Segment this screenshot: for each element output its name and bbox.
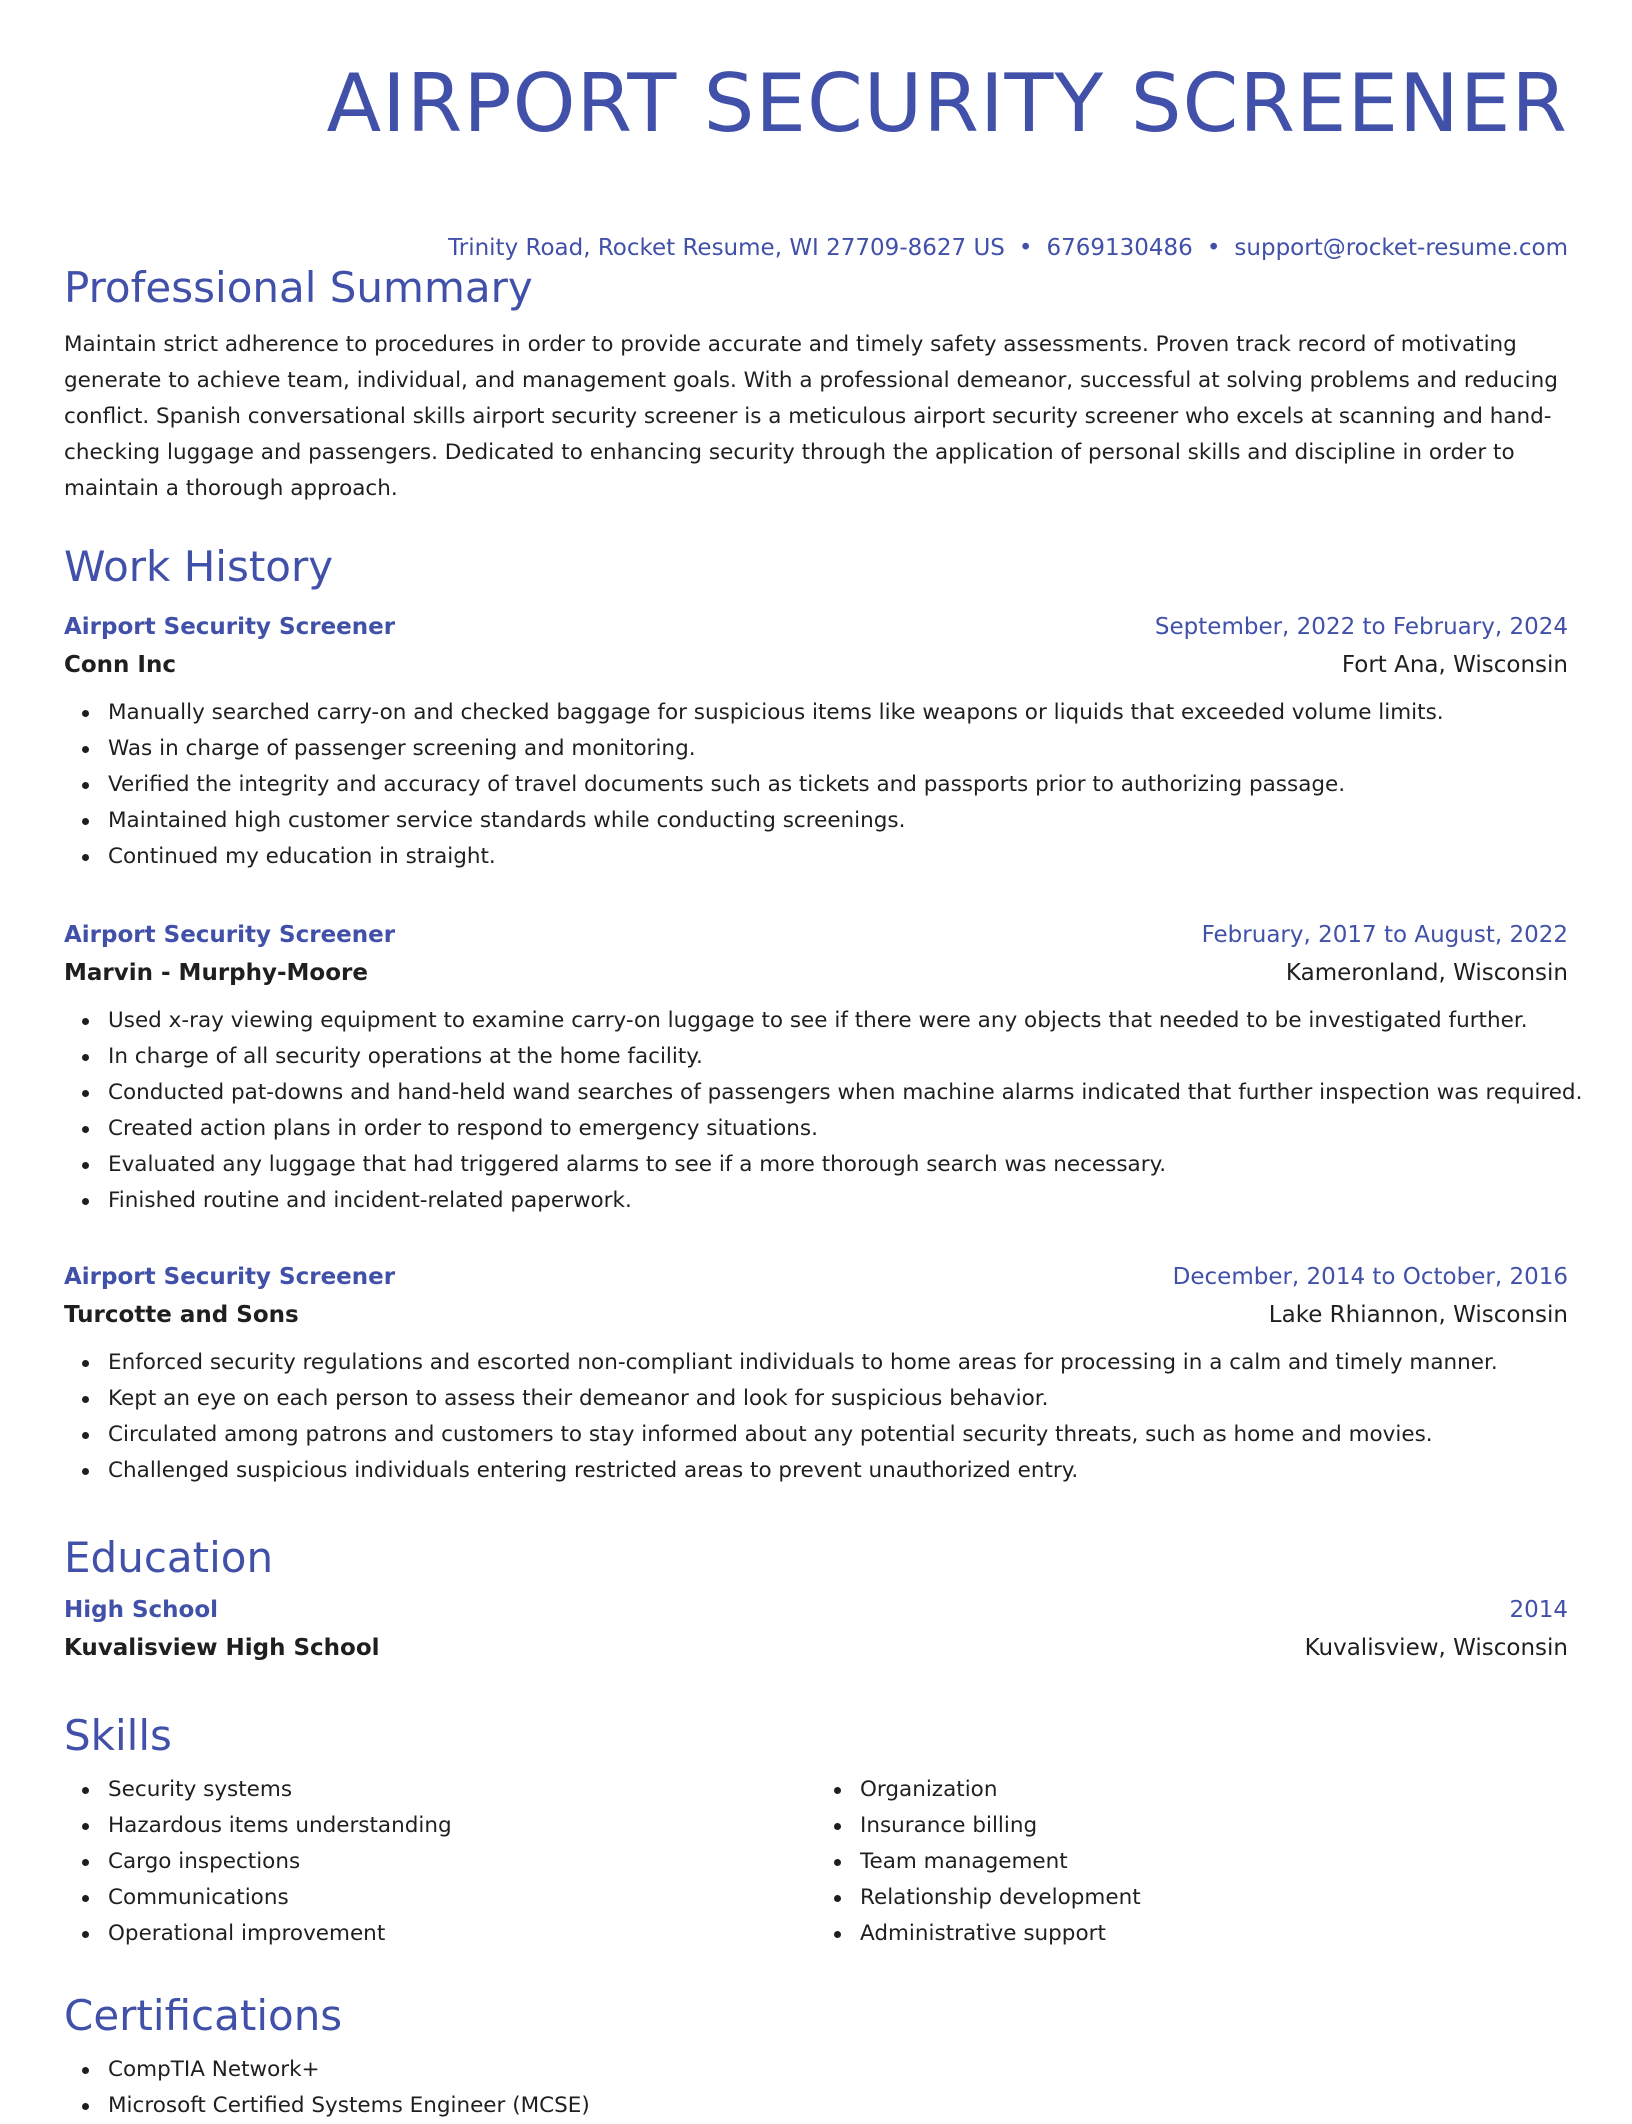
job-location: Kameronland, Wisconsin [1285, 960, 1568, 986]
job-bullet: Enforced security regulations and escorted non-compliant individuals to home areas for processing in a calm and timely manner. [108, 1345, 1568, 1381]
skills-list-right [816, 1772, 1568, 1952]
skill-item: Hazardous items understanding [108, 1808, 816, 1844]
job-title: Airport Security Screener [64, 1264, 396, 1290]
work-history-heading: Work History [64, 542, 334, 591]
summary-section [64, 262, 1568, 507]
job-location: Fort Ana, Wisconsin [1341, 652, 1568, 678]
job-location: Lake Rhiannon, Wisconsin [1268, 1302, 1568, 1328]
job-bullet: Challenged suspicious individuals entering restricted areas to prevent unauthorized entry. [108, 1453, 1568, 1489]
contact-phone: 6769130486 [1046, 235, 1193, 261]
job-entry [64, 917, 1583, 1219]
job-header-row [64, 609, 1568, 645]
job-bullet: Finished routine and incident-related paperwork. [108, 1183, 1568, 1219]
certification-item: CompTIA Network+ [108, 2052, 1568, 2088]
job-company-row [64, 645, 1568, 685]
education-degree: High School [64, 1597, 219, 1623]
skill-item: Cargo inspections [108, 1844, 816, 1880]
job-entry [64, 1259, 1568, 1489]
contact-line [64, 232, 1568, 264]
skill-item: Organization [860, 1772, 1568, 1808]
job-dates: December, 2014 to October, 2016 [1172, 1264, 1568, 1290]
education-location: Kuvalisview, Wisconsin [1304, 1635, 1568, 1661]
job-company: Conn Inc [64, 652, 177, 678]
certification-item: Microsoft Certified Systems Engineer (MCSE) [108, 2088, 1568, 2124]
education-school: Kuvalisview High School [64, 1635, 380, 1661]
certifications-list [64, 2052, 1568, 2124]
job-bullet: Created action plans in order to respond to emergency situations. [108, 1111, 1568, 1147]
certifications-section [64, 1990, 1568, 2124]
job-bullet: Circulated among patrons and customers to stay informed about any potential security threats, such as home and movies. [108, 1417, 1568, 1453]
summary-text: Maintain strict adherence to procedures in order to provide accurate and timely safety assessments. Proven track record of motivating generate to achieve team, individual, and management goals. With a professional demeanor, successful at solving problems and reducing conflict. Spanish conversational skills airport security screener is a meticulous airport security screener who excels at scanning and hand-checking luggage and passengers. Dedicated to enhancing security through the application of personal skills and discipline in order to maintain a thorough approach. [64, 332, 1558, 501]
job-bullet: Conducted pat-downs and hand-held wand searches of passengers when machine alarms indicated that further inspection was required. [108, 1075, 1568, 1111]
job-company: Turcotte and Sons [64, 1302, 299, 1328]
summary-heading: Professional Summary [64, 263, 533, 312]
skills-list-left [64, 1772, 816, 1952]
skill-item: Relationship development [860, 1880, 1568, 1916]
job-bullet: Continued my education in straight. [108, 839, 1568, 875]
job-company-row [64, 1295, 1568, 1335]
job-bullet: Manually searched carry-on and checked baggage for suspicious items like weapons or liquids that exceeded volume limits. [108, 695, 1568, 731]
job-entry [64, 609, 1568, 875]
job-company: Marvin - Murphy-Moore [64, 960, 368, 986]
job-bullet: In charge of all security operations at the home facility. [108, 1039, 1568, 1075]
job-bullet: Verified the integrity and accuracy of travel documents such as tickets and passports prior to authorizing passage. [108, 767, 1568, 803]
skill-item: Team management [860, 1844, 1568, 1880]
job-bullet: Maintained high customer service standards while conducting screenings. [108, 803, 1568, 839]
skill-item: Security systems [108, 1772, 816, 1808]
contact-separator [1019, 235, 1033, 261]
job-dates: February, 2017 to August, 2022 [1201, 922, 1568, 948]
job-title: Airport Security Screener [64, 614, 396, 640]
job-company-row [64, 953, 1568, 993]
skill-item: Communications [108, 1880, 816, 1916]
education-year: 2014 [1509, 1597, 1568, 1623]
job-bullet: Was in charge of passenger screening and monitoring. [108, 731, 1568, 767]
skill-item: Operational improvement [108, 1916, 816, 1952]
contact-separator [1207, 235, 1221, 261]
education-school-row [64, 1628, 1568, 1668]
job-header-row [64, 917, 1568, 953]
contact-email[interactable]: support@rocket-resume.com [1234, 235, 1568, 261]
contact-address: Trinity Road, Rocket Resume, WI 27709-8627 US [448, 235, 1005, 261]
certifications-heading: Certifications [64, 1991, 343, 2040]
candidate-name: AIRPORT SECURITY SCREENER [326, 57, 1568, 150]
work-history-section [64, 541, 1583, 1483]
job-bullets [64, 1345, 1568, 1489]
skill-item: Insurance billing [860, 1808, 1568, 1844]
job-header-row [64, 1259, 1568, 1295]
education-header-row [64, 1592, 1568, 1628]
job-title: Airport Security Screener [64, 922, 396, 948]
resume-header [64, 0, 1568, 264]
education-section [64, 1532, 1568, 1668]
job-bullet: Used x-ray viewing equipment to examine carry-on luggage to see if there were any objects that needed to be investigated further. [108, 1003, 1568, 1039]
skills-heading: Skills [64, 1711, 172, 1760]
job-bullets [64, 695, 1568, 875]
skill-item: Administrative support [860, 1916, 1568, 1952]
skills-section [64, 1710, 1568, 1952]
job-bullet: Evaluated any luggage that had triggered alarms to see if a more thorough search was necessary. [108, 1147, 1568, 1183]
job-bullet: Kept an eye on each person to assess their demeanor and look for suspicious behavior. [108, 1381, 1568, 1417]
job-bullets [64, 1003, 1583, 1219]
education-heading: Education [64, 1533, 274, 1582]
job-dates: September, 2022 to February, 2024 [1154, 614, 1568, 640]
skills-columns [64, 1762, 1568, 1952]
